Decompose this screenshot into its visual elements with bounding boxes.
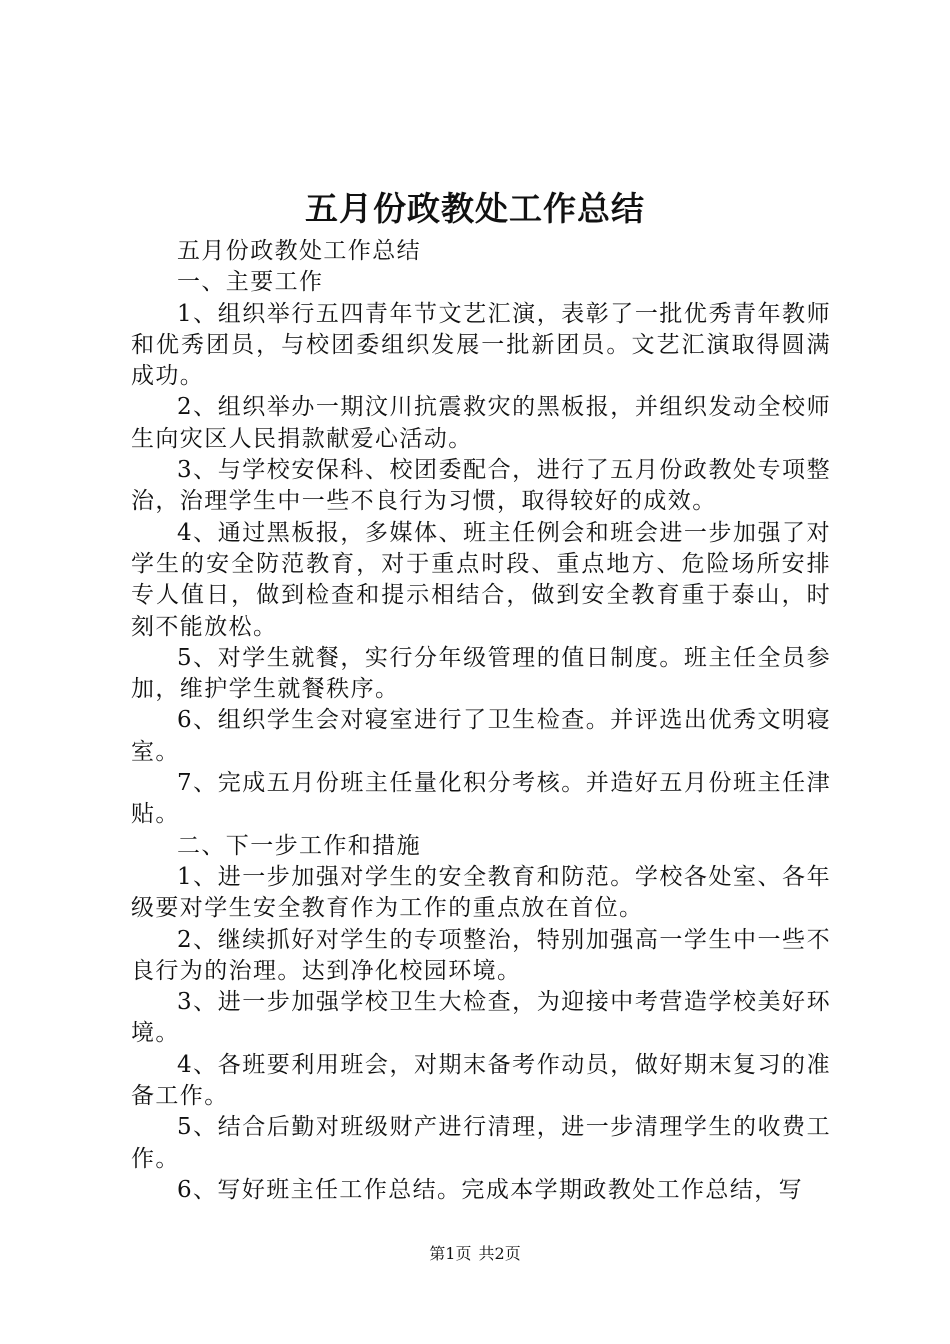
document-title: 五月份政教处工作总结 <box>305 189 645 228</box>
body-paragraph: 五月份政教处工作总结 <box>177 238 421 264</box>
body-paragraph: 6、组织学生会对寝室进行了卫生检查。并评选出优秀文明寝室。 <box>131 707 831 765</box>
page-footer: 第1页 共2页 <box>429 1244 521 1263</box>
body-paragraph: 2、继续抓好对学生的专项整治，特别加强高一学生中一些不良行为的治理。达到净化校园环境。 <box>131 926 831 984</box>
body-paragraph: 7、完成五月份班主任量化积分考核。并造好五月份班主任津贴。 <box>131 770 831 828</box>
body-paragraph: 4、各班要利用班会，对期末备考作动员，做好期末复习的准备工作。 <box>131 1051 831 1110</box>
body-paragraph: 3、进一步加强学校卫生大检查，为迎接中考营造学校美好环境。 <box>131 989 831 1047</box>
body-paragraph: 1、进一步加强对学生的安全教育和防范。学校各处室、各年级要对学生安全教育作为工作的重点放在首位。 <box>131 863 831 922</box>
document-body <box>131 236 831 1206</box>
body-paragraph: 5、结合后勤对班级财产进行清理，进一步清理学生的收费工作。 <box>131 1114 831 1172</box>
body-paragraph: 5、对学生就餐，实行分年级管理的值日制度。班主任全员参加，维护学生就餐秩序。 <box>131 644 831 703</box>
body-paragraph: 2、组织举办一期汶川抗震救灾的黑板报，并组织发动全校师生向灾区人民捐款献爱心活动。 <box>131 394 831 452</box>
section-heading: 一、主要工作 <box>177 269 324 296</box>
body-paragraph: 1、组织举行五四青年节文艺汇演，表彰了一批优秀青年教师和优秀团员，与校团委组织发展一批新团员。文艺汇演取得圆满成功。 <box>131 300 831 390</box>
body-paragraph: 6、写好班主任工作总结。完成本学期政教处工作总结，写 <box>177 1176 804 1203</box>
section-heading: 二、下一步工作和措施 <box>177 832 421 859</box>
body-paragraph: 4、通过黑板报，多媒体、班主任例会和班会进一步加强了对学生的安全防范教育，对于重点时段、重点地方、危险场所安排专人值日，做到检查和提示相结合，做到安全教育重于泰山，时刻不能放松。 <box>131 519 831 640</box>
body-paragraph: 3、与学校安保科、校团委配合，进行了五月份政教处专项整治，治理学生中一些不良行为习惯，取得较好的成效。 <box>131 457 831 515</box>
